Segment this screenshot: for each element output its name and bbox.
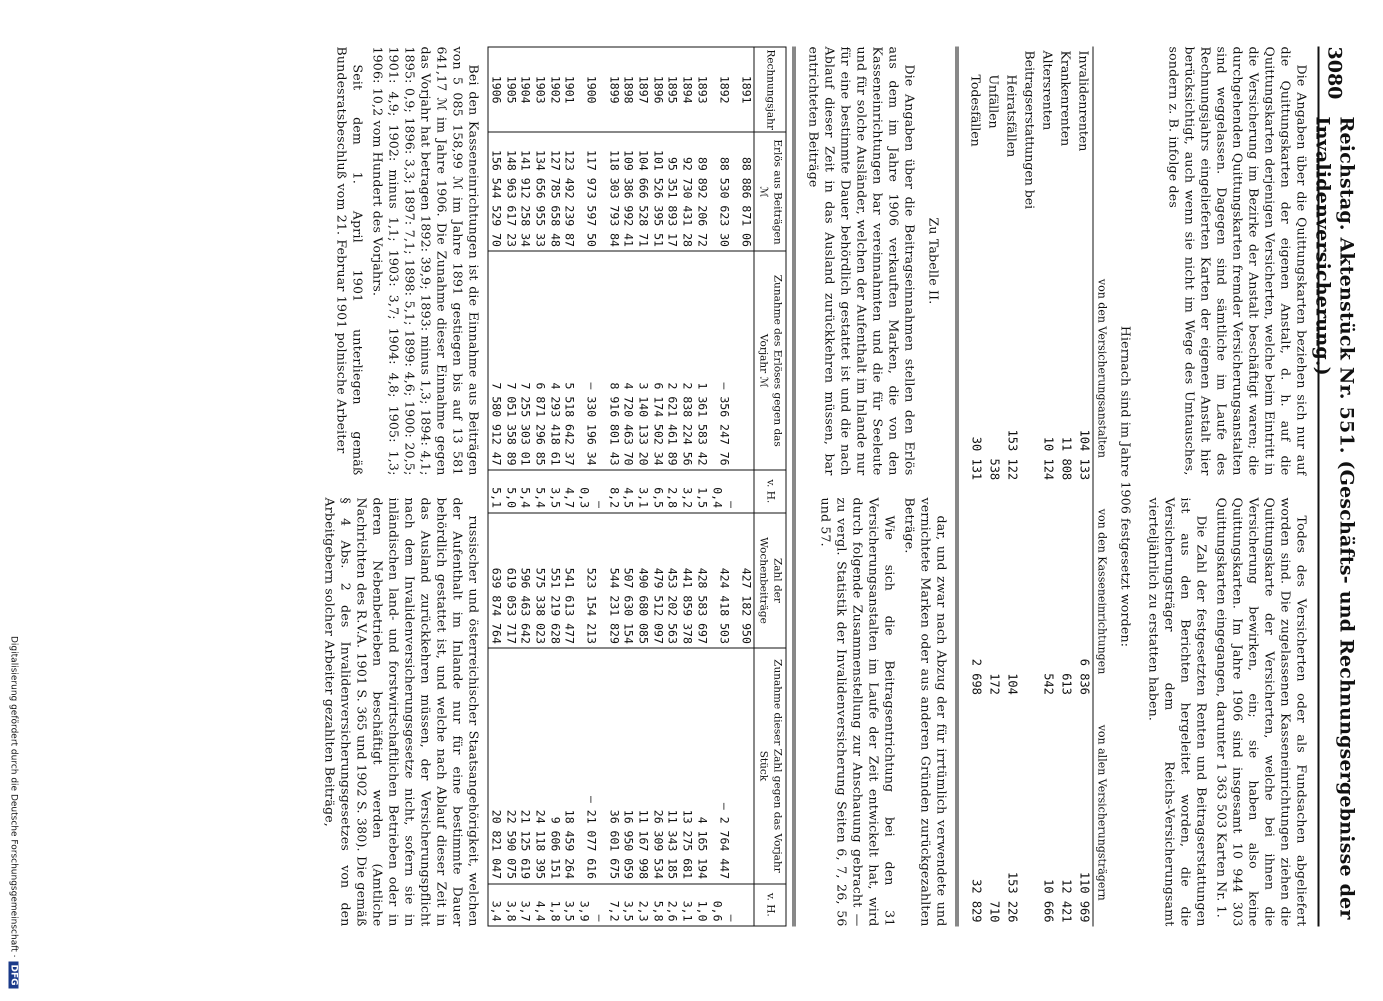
table-row: [679, 47, 694, 926]
cell: 6 174 502 34: [650, 251, 665, 470]
credit-text: Digitalisierung gefördert durch die Deutsche Forschungsgemeinschaft ·: [8, 636, 18, 958]
cell: 88 530 623 30: [709, 132, 738, 251]
table-row: [694, 47, 709, 926]
cell: 424 418 503: [709, 513, 738, 649]
cell: 3,5: [621, 884, 636, 926]
cell: — 330 196 34: [576, 251, 605, 470]
table-row: [606, 47, 621, 926]
cell: 1896: [650, 47, 665, 132]
cell: 153 226: [1004, 871, 1019, 923]
table-row: [532, 47, 547, 926]
cell: 10 124: [1040, 436, 1055, 481]
cell: 453 202 563: [665, 513, 680, 649]
cell: 36 601 675: [606, 648, 621, 883]
table-header: Erlös aus Beiträgen ℳ: [754, 132, 786, 251]
cell: 1,5: [694, 470, 709, 512]
bottom-columns: [317, 47, 481, 927]
cell: 1 361 583 42: [694, 251, 709, 470]
cell: — 0,6: [709, 884, 738, 926]
row-label: Heiratsfällen: [1003, 74, 1019, 158]
cell: 101 526 395 51: [650, 132, 665, 251]
table-header: von den Versicherungsanstalten: [1092, 253, 1109, 484]
cell: 26 309 534: [650, 648, 665, 883]
cell: 172: [986, 673, 1001, 695]
paragraph: Todes des Versicherten oder als Fundsachen abgeliefert worden sind. Die zugelassenen Kasseneinrichtungen ziehen die Quittungskarte der Versicherten, welche bei ihnen die Versicherung bewirken, ein; sie haben also keine Quittungskarten. Im Jahre 1906 sind insgesamt 10 944 303 Quittungskarten eingegangen, darunter 1 363 503 Karten Nr. 1.: [1214, 497, 1309, 927]
row-label: Beitragserstattungen bei: [1021, 50, 1037, 210]
cell: 6,5: [650, 470, 665, 512]
table-row: [1074, 47, 1093, 927]
table-row: [1002, 47, 1020, 927]
cell: 92 730 431 28: [679, 132, 694, 251]
cell: 4 165 194: [694, 648, 709, 883]
table-row: [488, 47, 503, 926]
table-header: v. H.: [754, 884, 786, 926]
dfg-logo: DFG: [8, 961, 18, 988]
page-title: Reichstag. Aktenstück Nr. 551. (Geschäfts- und Rechnungsergebnisse der Invalidenversicherung.): [1311, 116, 1358, 920]
table-row: [1056, 47, 1074, 927]
cell: 710: [986, 900, 1001, 923]
cell: 13 275 681: [679, 648, 694, 883]
cell: 18 459 264: [562, 648, 577, 883]
paragraph: Wie sich die Beitragsentrichtung bei den 31 Versicherungsanstalten im Laufe der Zeit entwickelt hat, wird durch folgende Zusammenstellung zur Anschauung gebracht — zu vergl. Statistik der Invalidenversicherung Seiten 6, 7, 26, 56 und 57.: [817, 497, 897, 927]
cell: 490 680 085: [635, 513, 650, 649]
cell: 4 293 418 61: [547, 251, 562, 470]
cell: 156 544 529 70: [488, 132, 503, 251]
cell: 21 125 619: [518, 648, 533, 883]
cell: 1892: [709, 47, 738, 132]
cell: 551 219 628: [547, 513, 562, 649]
cell: 5 518 642 37: [562, 251, 577, 470]
pensions-table: [966, 47, 1109, 927]
cell: 1904: [518, 47, 533, 132]
cell: 544 231 829: [606, 513, 621, 649]
cell: — 2 764 447: [709, 648, 738, 883]
cell: [1020, 253, 1038, 484]
middle-columns: [801, 47, 949, 927]
cell: 1897: [635, 47, 650, 132]
cell: 11 343 185: [665, 648, 680, 883]
cell: 5,0: [503, 470, 518, 512]
cell: 1891: [738, 47, 753, 132]
cell: 3,5: [562, 884, 577, 926]
cell: 6 836: [1076, 658, 1091, 695]
cell: 10 666: [1040, 879, 1055, 923]
top-columns: [1141, 47, 1309, 927]
table-row: [984, 47, 1002, 927]
cell: 118 303 793 84: [606, 132, 621, 251]
cell: 24 118 395: [532, 648, 547, 883]
paragraph: Bei den Kasseneinrichtungen ist die Einnahme aus Beiträgen von 5 085 158,99 ℳ im Jahre 1891 gestiegen bis auf 13 581 641,17 ℳ im Jahre 1906. Die Zunahme dieser Einnahme gegen das Vorjahr hat betragen 1892: 39,9; 1893: minus 1,3; 1894: 4,1; 1895: 0,9; 1896: 3,3; 1897: 7,1; 1898: 5,1; 1899: 4,6; 1900: 20,5; 1901: 4,9; 1902: minus 1,1; 1903: 3,7; 1904: 4,8; 1905: 1,3; 1906: 10,2 vom Hundert des Vorjahrs.: [370, 46, 482, 476]
table-row: [635, 47, 650, 926]
table-body: [488, 47, 754, 926]
cell: 32 829: [968, 879, 983, 923]
cell: — 0,4: [709, 470, 738, 512]
cell: 1901: [562, 47, 577, 132]
cell: 541 613 477: [562, 513, 577, 649]
cell: 2,8: [665, 470, 680, 512]
table-header: Zunahme des Erlöses gegen das Vorjahr ℳ: [754, 251, 786, 470]
cell: 542: [1040, 673, 1055, 695]
cell: 1898: [621, 47, 636, 132]
cell: 11 808: [1058, 436, 1073, 481]
cell: 6 871 296 85: [532, 251, 547, 470]
cell: 4 720 463 70: [621, 251, 636, 470]
cell: 4,5: [621, 470, 636, 512]
row-label: Krankenrenten: [1057, 50, 1073, 147]
cell: 596 463 642: [518, 513, 533, 649]
table1-intro: Hiernach sind im Jahre 1906 festgesetzt worden:: [1118, 325, 1133, 648]
cell: 89 892 206 72: [694, 132, 709, 251]
cell: 7,2: [606, 884, 621, 926]
cell: 109 386 992 41: [621, 132, 636, 251]
table-row: [576, 47, 605, 926]
cell: [738, 470, 753, 512]
cell: 8 916 801 43: [606, 251, 621, 470]
cell: 2,6: [665, 884, 680, 926]
divider: [955, 47, 958, 927]
cell: — 356 247 76: [709, 251, 738, 470]
cell: 4,7: [562, 470, 577, 512]
cell: 2 698: [968, 658, 983, 695]
page-number: 3080: [1323, 46, 1346, 100]
table-row: [503, 47, 518, 926]
paragraph: Seit dem 1. April 1901 unterliegen gemäß Bundesratsbeschluß vom 21. Februar 1901 polnische Arbeiter: [334, 46, 366, 476]
cell: 1899: [606, 47, 621, 132]
page-header: [1311, 46, 1358, 927]
cell: 141 912 258 34: [518, 132, 533, 251]
cell: 427 182 950: [738, 513, 753, 649]
row-label: Invalidenrenten: [1075, 50, 1091, 152]
cell: — 0,3: [576, 470, 605, 512]
cell: 127 785 658 48: [547, 132, 562, 251]
paragraph: Die Angaben über die Beitragseinnahmen stellen den Erlös aus dem im Jahre 1906 verkauften Marken, die von den Kasseneinrichtungen bar vereinnahmten und die für Seeleute und für solche Ausländer, welchen der Aufenthalt im Inlande nur für eine bestimmte Dauer behördlich gestattet ist und die nach Ablauf dieser Zeit in das Ausland zurückkehren müssen, bar entrichteten Beiträge: [805, 46, 917, 476]
cell: — 21 077 616: [576, 648, 605, 883]
cell: 88 886 871 06: [738, 132, 753, 251]
table-row: [738, 47, 753, 926]
cell: 4,4: [532, 884, 547, 926]
table-header: Zahl der Wochenbeiträge: [754, 513, 786, 649]
cell: 3,2: [679, 470, 694, 512]
row-label: Altersrenten: [1039, 50, 1055, 131]
table-row: [518, 47, 533, 926]
cell: 5,4: [518, 470, 533, 512]
table-row: [1020, 47, 1038, 927]
digitization-credit: [8, 636, 18, 989]
table-header: v. H.: [754, 470, 786, 512]
cell: 153 122: [1004, 429, 1019, 481]
cell: 104 666 528 71: [635, 132, 650, 251]
cell: 22 590 075: [503, 648, 518, 883]
cell: 9 606 151: [547, 648, 562, 883]
cell: 7 051 358 89: [503, 251, 518, 470]
paragraph: Die Angaben über die Quittungskarten beziehen sich nur auf die Quittungskarten der eigenen Anstalt, d. h. auf die Quittungskarten derjenigen Versicherten, welche beim Eintritt in die Versicherung im Bezirke der Anstalt beschäftigt waren; die durchgehenden Quittungskarten fremder Versicherungsanstalten sind weggelassen. Dagegen sind sämtliche im Laufe des Rechnungsjahrs eingelieferten Karten der eigenen Anstalt hier berücksichtigt, auch wenn sie nicht im Wege des Umtausches, sondern z. B. infolge des: [1166, 46, 1309, 476]
cell: 1895: [665, 47, 680, 132]
cell: 1900: [576, 47, 605, 132]
cell: 3,8: [503, 884, 518, 926]
cell: 3,1: [679, 884, 694, 926]
cell: 148 963 617 23: [503, 132, 518, 251]
table-row: [650, 47, 665, 926]
cell: 1894: [679, 47, 694, 132]
cell: [1020, 484, 1038, 699]
scanned-page: [0, 1, 1383, 1001]
cell: 1,0: [694, 884, 709, 926]
cell: 5,4: [532, 470, 547, 512]
row-label: Todesfällen: [967, 74, 983, 147]
cell: 3,5: [547, 470, 562, 512]
cell: 2,3: [635, 884, 650, 926]
cell: 20 821 047: [488, 648, 503, 883]
table-row: [966, 47, 984, 927]
cell: [738, 251, 753, 470]
contributions-table: [487, 47, 786, 927]
page-content: [29, 46, 1358, 927]
cell: 12 421: [1058, 879, 1073, 923]
cell: 123 492 239 87: [562, 132, 577, 251]
paragraph: russischer und österreichischer Staatsangehörigkeit, welchen der Aufenthalt im Inlande nur für eine bestimmte Dauer behördlich gestattet ist, und welche nach Ablauf dieser Zeit in das Ausland zurückkehren müssen, der Versicherungspflicht nach dem Invalidenversicherungsgesetze nicht, sofern sie in inländischen land- und forstwirtschaftlichen Betrieben oder in deren Nebenbetrieben beschäftigt werden (Amtliche Nachrichten des R.V.A. 1901 S. 365 und 1902 S. 380). Die gemäß § 4 Abs. 2 des Invalidenversicherungsgesetzes von den Arbeitgebern solcher Arbeiter gezahlten Beiträge,: [322, 497, 482, 927]
cell: 1906: [488, 47, 503, 132]
cell: 1,8: [547, 884, 562, 926]
cell: — 3,9: [576, 884, 605, 926]
cell: 104 133: [1076, 429, 1091, 481]
cell: 3,1: [635, 470, 650, 512]
cell: 5,8: [650, 884, 665, 926]
table-header: von allen Versicherungsträgern: [1092, 699, 1109, 927]
cell: 619 053 717: [503, 513, 518, 649]
cell: [738, 648, 753, 883]
cell: 1902: [547, 47, 562, 132]
cell: 95 351 893 17: [665, 132, 680, 251]
cell: 613: [1058, 673, 1073, 695]
table-header: Zunahme dieser Zahl gegen das Vorjahr Stück: [754, 648, 786, 883]
cell: 2 838 224 56: [679, 251, 694, 470]
cell: 134 656 955 33: [532, 132, 547, 251]
section-heading: Zu Tabelle II.: [925, 217, 941, 305]
paragraph: dar, und zwar nach Abzug der für irrtümlich verwendete und vernichtete Marken oder aus anderen Gründen zurückgezahlten Beträge.: [901, 497, 949, 927]
cell: 479 512 097: [650, 513, 665, 649]
table-row: [547, 47, 562, 926]
row-label: Unfällen: [985, 74, 1001, 129]
table-row: [562, 47, 577, 926]
table-row: [1038, 47, 1056, 927]
cell: 1903: [532, 47, 547, 132]
cell: 110 969: [1076, 871, 1091, 923]
cell: [1020, 699, 1038, 927]
cell: 2 621 461 89: [665, 251, 680, 470]
table-row: [709, 47, 738, 926]
table-header: Rechnungsjahr: [754, 47, 786, 132]
cell: [738, 884, 753, 926]
cell: 507 630 154: [621, 513, 636, 649]
cell: 16 950 059: [621, 648, 636, 883]
table-row: [621, 47, 636, 926]
cell: 104: [1004, 673, 1019, 695]
table-header: [1092, 47, 1109, 253]
table-row: [665, 47, 680, 926]
cell: 538: [986, 458, 1001, 481]
cell: 3 140 133 20: [635, 251, 650, 470]
cell: 7 580 912 47: [488, 251, 503, 470]
table-header: von den Kasseneinrichtungen: [1092, 484, 1109, 699]
cell: 523 154 213: [576, 513, 605, 649]
cell: 575 338 023: [532, 513, 547, 649]
divider: [792, 47, 795, 927]
cell: 8,2: [606, 470, 621, 512]
cell: 5,1: [488, 470, 503, 512]
cell: 3,4: [488, 884, 503, 926]
cell: 639 874 764: [488, 513, 503, 649]
paragraph: Die Zahl der festgesetzten Renten und Beitragserstattungen ist aus den Berichten hergeleitet worden, die die Versicherungsträger dem Reichs-Versicherungsamt vierteljährlich zu erstatten haben.: [1146, 497, 1209, 927]
cell: 30 131: [968, 436, 983, 481]
cell: 117 973 597 50: [576, 132, 605, 251]
cell: 3,7: [518, 884, 533, 926]
cell: 1905: [503, 47, 518, 132]
cell: 7 255 303 01: [518, 251, 533, 470]
cell: 11 167 998: [635, 648, 650, 883]
cell: 441 859 378: [679, 513, 694, 649]
cell: 428 583 697: [694, 513, 709, 649]
cell: 1893: [694, 47, 709, 132]
